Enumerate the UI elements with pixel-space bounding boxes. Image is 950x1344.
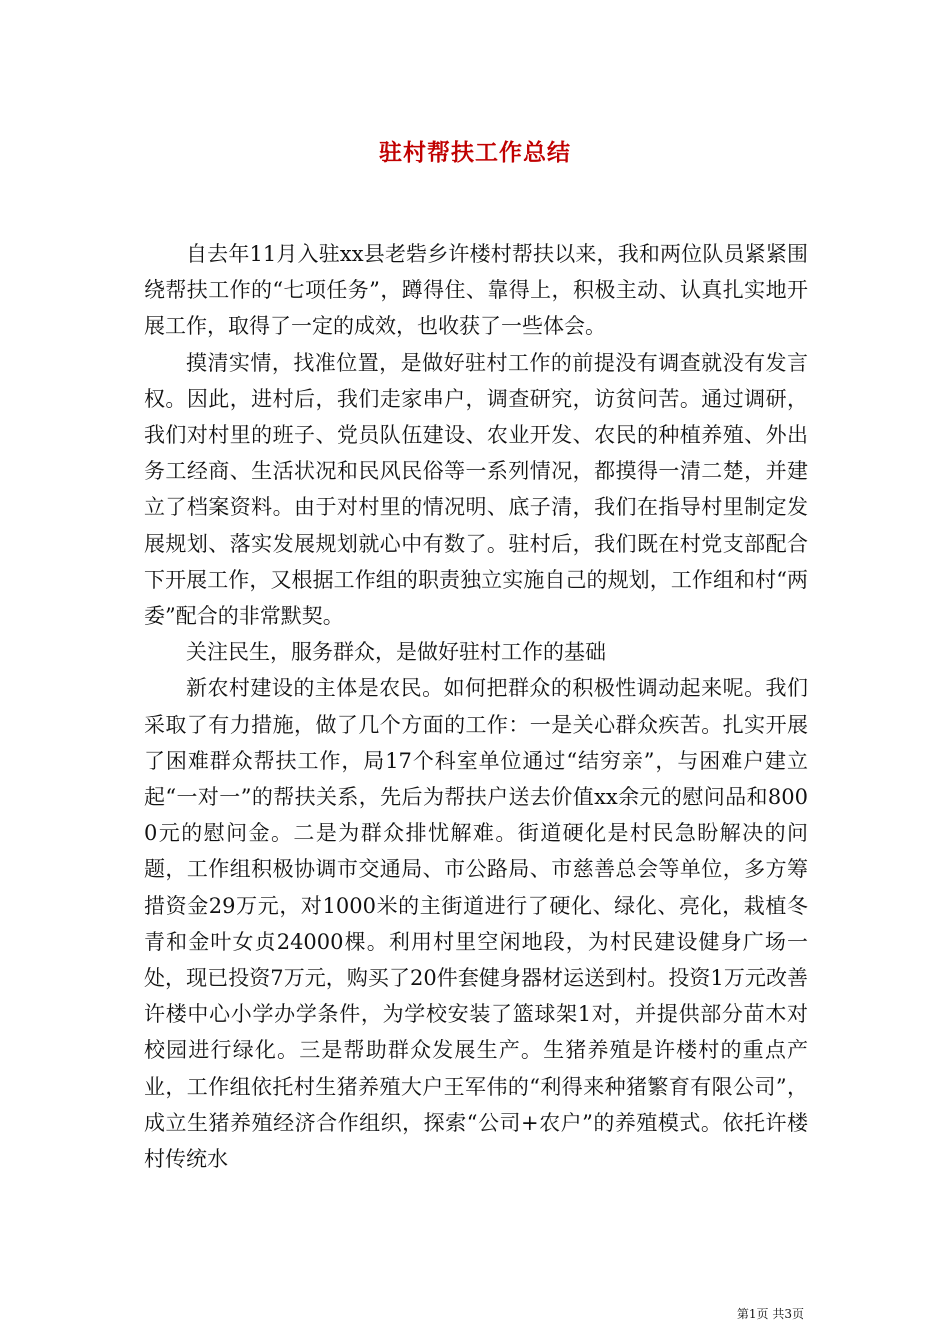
paragraph-heading-livelihood: 关注民生，服务群众，是做好驻村工作的基础: [186, 640, 606, 665]
document-title: 驻村帮扶工作总结: [379, 139, 571, 166]
page-total: 3: [784, 1307, 792, 1321]
page-number-footer: [737, 1305, 804, 1322]
paragraph-intro: 自去年11月入驻xx县老砦乡许楼村帮扶以来，我和两位队员紧紧围绕帮扶工作的“七项任务”，蹲得住、靠得上，积极主动、认真扎实地开展工作，取得了一定的成效，也收获了一些体会。: [144, 242, 808, 339]
document-body: [144, 236, 808, 1177]
page-current: 1: [748, 1307, 757, 1321]
page-prefix: 第: [736, 1307, 749, 1321]
page-suffix: 页: [791, 1307, 804, 1321]
page-middle: 页 共: [756, 1307, 785, 1321]
paragraph-investigation: 摸清实情，找准位置，是做好驻村工作的前提没有调查就没有发言权。因此，进村后，我们走家串户，调查研究，访贫问苦。通过调研，我们对村里的班子、党员队伍建设、农业开发、农民的种植养殖、外出务工经商、生活状况和民风民俗等一系列情况，都摸得一清二楚，并建立了档案资料。由于对村里的情况明、底子清，我们在指导村里制定发展规划、落实发展规划就心中有数了。驻村后，我们既在村党支部配合下开展工作，又根据工作组的职责独立实施自己的规划，工作组和村“两委”配合的非常默契。: [144, 350, 808, 629]
paragraph-measures: 新农村建设的主体是农民。如何把群众的积极性调动起来呢。我们采取了有力措施，做了几个方面的工作：一是关心群众疾苦。扎实开展了困难群众帮扶工作，局17个科室单位通过“结穷亲”，与困难户建立起“一对一”的帮扶关系，先后为帮扶户送去价值xx余元的慰问品和8000元的慰问金。二是为群众排忧解难。街道硬化是村民急盼解决的问题，工作组积极协调市交通局、市公路局、市慈善总会等单位，多方筹措资金29万元，对1000米的主街道进行了硬化、绿化、亮化，栽植冬青和金叶女贞24000棵。利用村里空闲地段，为村民建设健身广场一处，现已投资7万元，购买了20件套健身器材运送到村。投资1万元改善许楼中心小学办学条件，为学校安装了篮球架1对，并提供部分苗木对校园进行绿化。三是帮助群众发展生产。生猪养殖是许楼村的重点产业，工作组依托村生猪养殖大户王军伟的“利得来种猪繁育有限公司”，成立生猪养殖经济合作组织，探索“公司+农户”的养殖模式。依托许楼村传统水: [144, 676, 808, 1172]
